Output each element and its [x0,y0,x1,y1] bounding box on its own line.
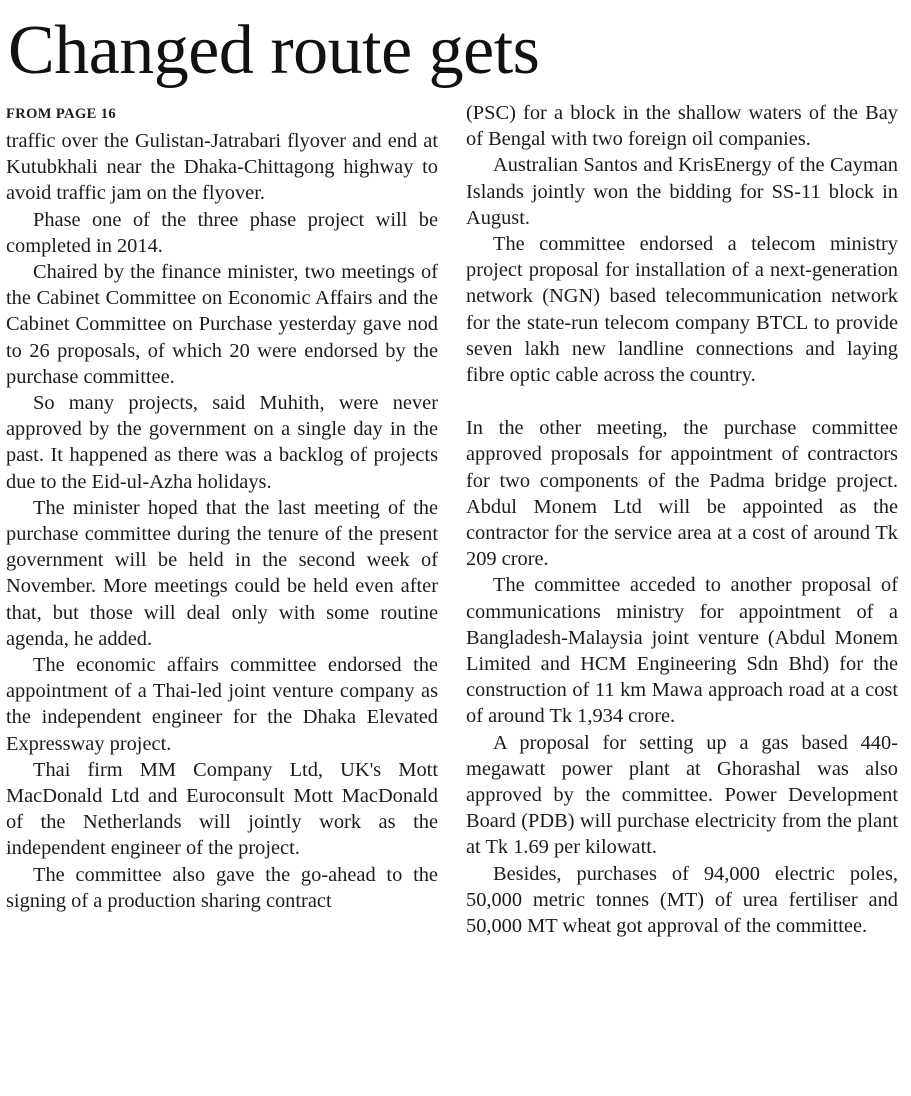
paragraph: The committee endorsed a telecom ministry project proposal for installation of a next-generation network (NGN) based telecommunication network for the state-run telecom company BTCL to provide seven lakh new landline connections and laying fibre optic cable across the country. [466,233,898,387]
paragraph: So many projects, said Muhith, were never approved by the government on a single day in the past. It happened as there was a backlog of projects due to the Eid-ul-Azha holidays. [6,392,438,493]
paragraph: The minister hoped that the last meeting of the purchase committee during the tenure of the present government will be held in the second week of November. More meetings could be held even after that, but those will deal only with some routine agenda, he added. [6,496,438,650]
paragraph: The economic affairs committee endorsed the appointment of a Thai-led joint venture company as the independent engineer for the Dhaka Elevated Expressway project. [6,654,438,755]
paragraph: traffic over the Gulistan-Jatrabari flyover and end at Kutubkhali near the Dhaka-Chittagong highway to avoid traffic jam on the flyover. [6,130,438,205]
right-column [466,100,898,939]
left-column [6,100,438,914]
paragraph: (PSC) for a block in the shallow waters of the Bay of Bengal with two foreign oil companies. [466,102,898,151]
headline: Changed route gets [8,12,540,89]
paragraph: Thai firm MM Company Ltd, UK's Mott MacDonald Ltd and Euroconsult Mott MacDonald of the Netherlands will jointly work as the independent engineer of the project. [6,758,438,860]
paragraph: In the other meeting, the purchase committee approved proposals for appointment of contractors for two components of the Padma bridge project. Abdul Monem Ltd will be appointed as the contractor for the service area at a cost of around Tk 209 crore. [466,417,898,571]
paragraph: A proposal for setting up a gas based 440-megawatt power plant at Ghorashal was also approved by the committee. Power Development Board (PDB) will purchase electricity from the plant at Tk 1.69 per kilowatt. [466,731,898,859]
paragraph: Australian Santos and KrisEnergy of the Cayman Islands jointly won the bidding for SS-11 block in August. [466,154,898,229]
paragraph: The committee also gave the go-ahead to the signing of a production sharing contract [6,863,438,912]
paragraph: Besides, purchases of 94,000 electric poles, 50,000 metric tonnes (MT) of urea fertiliser and 50,000 MT wheat got approval of the committee. [466,862,898,938]
continued-from-label: FROM PAGE 16 [6,106,117,122]
paragraph: Phase one of the three phase project will be completed in 2014. [6,208,438,257]
paragraph: Chaired by the finance minister, two meetings of the Cabinet Committee on Economic Affairs and the Cabinet Committee on Purchase yesterday gave nod to 26 proposals, of which 20 were endorsed by the purchase committee. [6,261,438,388]
paragraph: The committee acceded to another proposal of communications ministry for appointment of a Bangladesh-Malaysia joint venture (Abdul Monem Limited and HCM Engineering Sdn Bhd) for the construction of 11 km Mawa approach road at a cost of around Tk 1,934 crore. [466,574,898,728]
